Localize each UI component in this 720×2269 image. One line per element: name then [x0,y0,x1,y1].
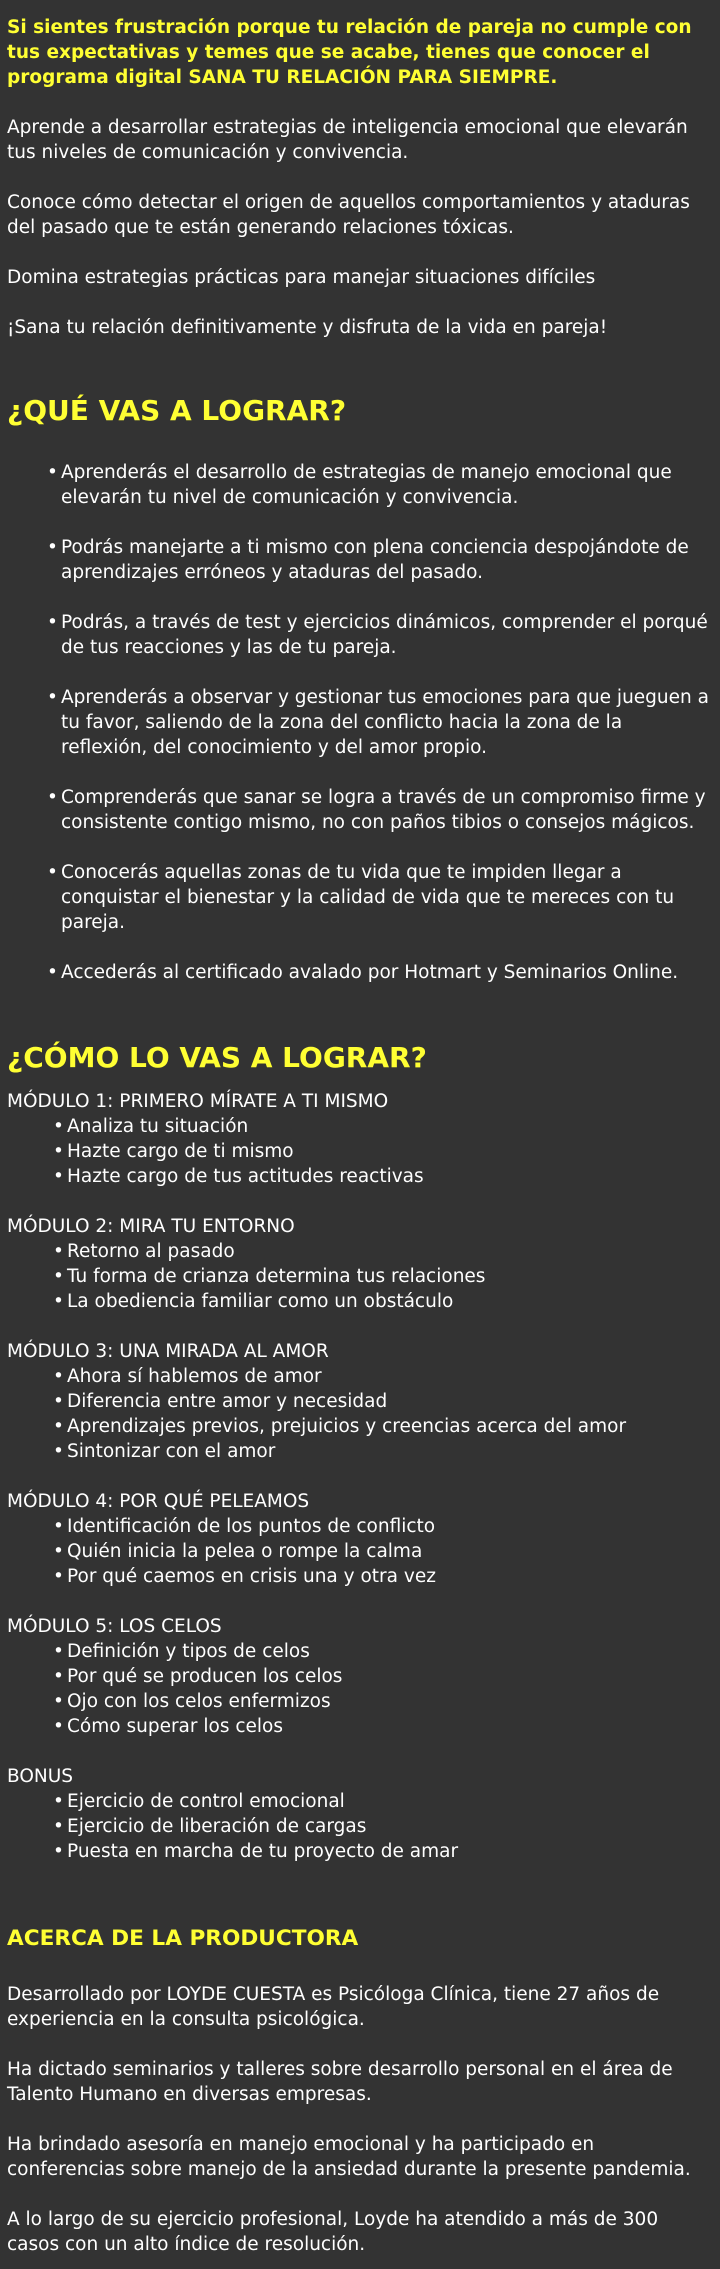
bullet-icon: • [53,1841,64,1862]
achievement-text: Podrás manejarte a ti mismo con plena conciencia despojándote de aprendizajes erróneos y ataduras del pasado. [61,537,689,583]
bullet-icon: • [53,1391,64,1412]
intro-highlight: Si sientes frustración porque tu relación de pareja no cumple con tus expectativas y temes que se acabe, tienes que conocer el programa digital SANA TU RELACIÓN PARA SIEMPRE. [7,17,692,88]
bullet-icon: • [53,1541,64,1562]
module-lesson-item [53,1564,712,1589]
achievement-text: Podrás, a través de test y ejercicios dinámicos, comprender el porqué de tus reacciones y las de tu pareja. [61,612,708,658]
bullet-icon: • [47,687,58,708]
module-title: BONUS [7,1766,74,1787]
module-lesson-text: Cómo superar los celos [67,1716,284,1737]
module-title: MÓDULO 3: UNA MIRADA AL AMOR [7,1341,329,1362]
bullet-icon: • [53,1441,64,1462]
producer-paragraph: Ha dictado seminarios y talleres sobre desarrollo personal en el área de Talento Humano en diversas empresas. [7,2059,673,2105]
module-lesson-text: Sintonizar con el amor [67,1441,276,1462]
module-block [7,1489,712,1589]
module-lesson-item [53,1689,712,1714]
module-lesson-text: Por qué caemos en crisis una y otra vez [67,1566,436,1587]
achievement-text: Aprenderás el desarrollo de estrategias de manejo emocional que elevarán tu nivel de comunicación y convivencia. [61,462,672,508]
achievement-item [47,960,712,985]
module-lesson-list [7,1239,712,1314]
achievement-item [47,535,712,585]
module-lesson-text: Hazte cargo de ti mismo [67,1141,294,1162]
module-lesson-text: Retorno al pasado [67,1241,235,1262]
module-lesson-text: Puesta en marcha de tu proyecto de amar [67,1841,459,1862]
modules-container [7,1089,712,1864]
bullet-icon: • [53,1516,64,1537]
module-lesson-item [53,1264,712,1289]
module-lesson-text: Ejercicio de control emocional [67,1791,345,1812]
curriculum-section [7,1041,712,1864]
bullet-icon: • [53,1291,64,1312]
module-lesson-text: Definición y tipos de celos [67,1641,310,1662]
intro-paragraph: ¡Sana tu relación definitivamente y disfruta de la vida en pareja! [7,317,608,338]
bullet-icon: • [47,537,58,558]
module-block [7,1614,712,1739]
module-lesson-list [7,1514,712,1589]
module-lesson-item [53,1164,712,1189]
achievement-item [47,610,712,660]
bullet-icon: • [53,1691,64,1712]
module-lesson-text: Identificación de los puntos de conflicto [67,1516,436,1537]
module-lesson-item [53,1139,712,1164]
module-lesson-item [53,1814,712,1839]
module-lesson-text: Ahora sí hablemos de amor [67,1366,322,1387]
achievement-text: Conocerás aquellas zonas de tu vida que te impiden llegar a conquistar el bienestar y la calidad de vida que te mereces con tu pareja. [61,862,675,933]
module-lesson-text: Ejercicio de liberación de cargas [67,1816,367,1837]
bullet-icon: • [53,1241,64,1262]
producer-title: ACERCA DE LA PRODUCTORA [7,1926,359,1951]
producer-paragraph: A lo largo de su ejercicio profesional, Loyde ha atendido a más de 300 casos con un alto índice de resolución. [7,2209,659,2255]
module-title: MÓDULO 2: MIRA TU ENTORNO [7,1216,295,1237]
module-block [7,1339,712,1464]
bullet-icon: • [47,462,58,483]
module-lesson-item [53,1839,712,1864]
module-lesson-item [53,1714,712,1739]
producer-section [7,1926,712,2257]
module-lesson-list [7,1789,712,1864]
module-lesson-list [7,1114,712,1189]
bullet-icon: • [53,1816,64,1837]
module-lesson-list [7,1639,712,1739]
bullet-icon: • [53,1366,64,1387]
module-lesson-text: Por qué se producen los celos [67,1666,343,1687]
intro-section [7,0,712,340]
module-lesson-item [53,1389,712,1414]
module-block [7,1764,712,1864]
achievement-item [47,785,712,835]
module-lesson-text: La obediencia familiar como un obstáculo [67,1291,454,1312]
module-lesson-item [53,1414,712,1439]
producer-paragraph: Ha brindado asesoría en manejo emocional y ha participado en conferencias sobre manejo de la ansiedad durante la presente pandemia. [7,2134,691,2180]
module-lesson-item [53,1639,712,1664]
module-lesson-item [53,1789,712,1814]
module-lesson-text: Quién inicia la pelea o rompe la calma [67,1541,423,1562]
bullet-icon: • [47,962,58,983]
achievement-item [47,685,712,760]
module-lesson-text: Ojo con los celos enfermizos [67,1691,331,1712]
module-lesson-item [53,1439,712,1464]
module-lesson-item [53,1289,712,1314]
bullet-icon: • [53,1716,64,1737]
bullet-icon: • [53,1166,64,1187]
bullet-icon: • [53,1116,64,1137]
module-block [7,1214,712,1314]
curriculum-title: ¿CÓMO LO VAS A LOGRAR? [7,1041,427,1074]
achievements-list [7,460,712,985]
module-title: MÓDULO 5: LOS CELOS [7,1616,222,1637]
module-lesson-item [53,1239,712,1264]
module-lesson-text: Analiza tu situación [67,1116,249,1137]
bullet-icon: • [47,787,58,808]
bullet-icon: • [53,1666,64,1687]
achievement-text: Comprenderás que sanar se logra a través de un compromiso firme y consistente contigo mismo, no con paños tibios o consejos mágicos. [61,787,706,833]
bullet-icon: • [53,1641,64,1662]
module-lesson-item [53,1539,712,1564]
bullet-icon: • [53,1416,64,1437]
bullet-icon: • [53,1266,64,1287]
intro-paragraph: Domina estrategias prácticas para manejar situaciones difíciles [7,267,596,288]
achievement-text: Accederás al certificado avalado por Hotmart y Seminarios Online. [61,962,679,983]
module-lesson-text: Hazte cargo de tus actitudes reactivas [67,1166,424,1187]
module-title: MÓDULO 4: POR QUÉ PELEAMOS [7,1491,310,1512]
module-lesson-text: Aprendizajes previos, prejuicios y creencias acerca del amor [67,1416,627,1437]
module-lesson-text: Diferencia entre amor y necesidad [67,1391,388,1412]
module-lesson-item [53,1514,712,1539]
module-lesson-item [53,1114,712,1139]
bullet-icon: • [53,1566,64,1587]
intro-paragraph: Conoce cómo detectar el origen de aquellos comportamientos y ataduras del pasado que te están generando relaciones tóxicas. [7,192,690,238]
module-lesson-text: Tu forma de crianza determina tus relaciones [67,1266,486,1287]
module-lesson-item [53,1664,712,1689]
achievement-item [47,860,712,935]
bullet-icon: • [53,1141,64,1162]
bullet-icon: • [53,1791,64,1812]
module-block [7,1089,712,1189]
module-lesson-list [7,1364,712,1464]
bullet-icon: • [47,862,58,883]
achievements-section [7,394,712,985]
module-title: MÓDULO 1: PRIMERO MÍRATE A TI MISMO [7,1091,389,1112]
achievement-text: Aprenderás a observar y gestionar tus emociones para que jueguen a tu favor, saliendo de la zona del conflicto hacia la zona de la reflexión, del conocimiento y del amor propio. [61,687,709,758]
intro-paragraph: Aprende a desarrollar estrategias de inteligencia emocional que elevarán tus niveles de comunicación y convivencia. [7,117,688,163]
bullet-icon: • [47,612,58,633]
producer-paragraph: Desarrollado por LOYDE CUESTA es Psicóloga Clínica, tiene 27 años de experiencia en la consulta psicológica. [7,1984,660,2030]
module-lesson-item [53,1364,712,1389]
achievement-item [47,460,712,510]
achievements-title: ¿QUÉ VAS A LOGRAR? [7,394,347,427]
